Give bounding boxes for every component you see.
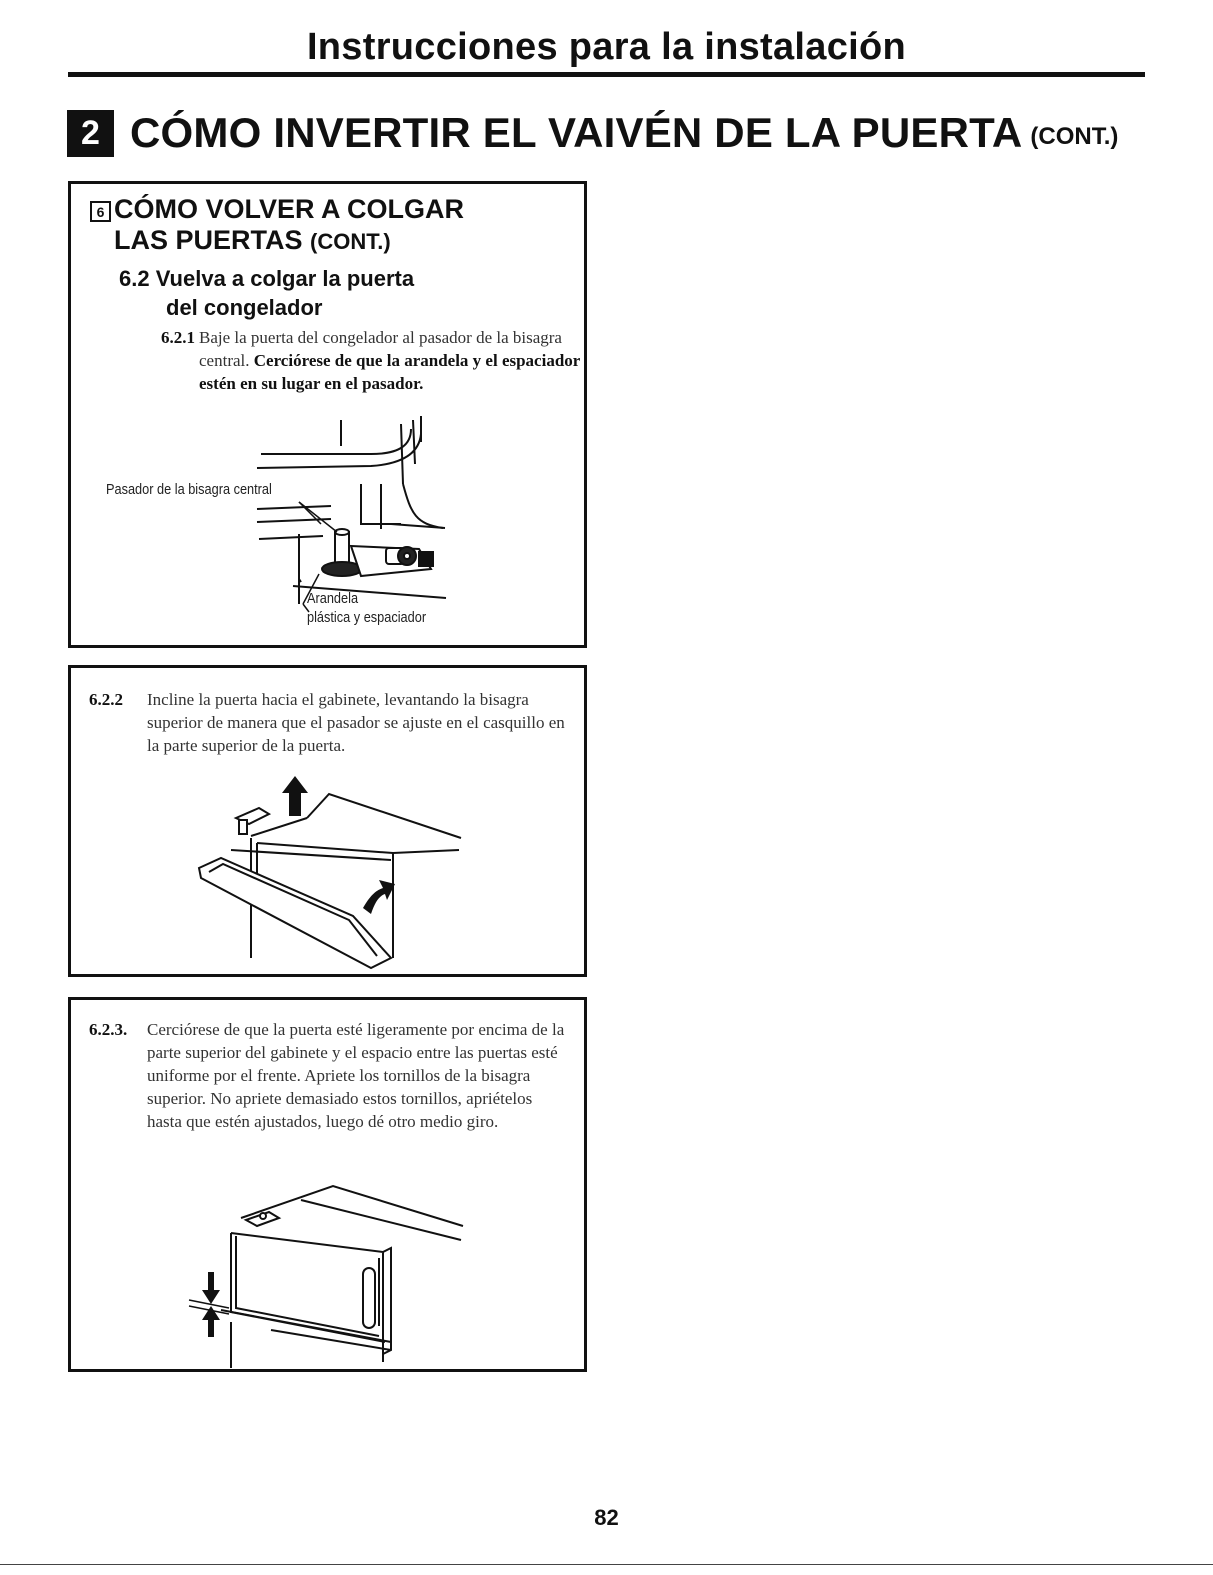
hinge-pin-illustration	[71, 184, 584, 645]
instruction-text: Cerciórese de que la puerta esté ligeramente por encima de la parte superior del gabinete y el espacio entre las puertas esté uniforme por el frente. Apriete los tornillos de la bisagra superior. No apriete demasiado estos tornillos, apriételos hasta que estén ajustados, luego dé otro medio giro.	[147, 1020, 565, 1131]
header-rule	[68, 72, 1145, 77]
instruction-number: 6.2.3.	[89, 1020, 128, 1039]
page-header-title: Instrucciones para la instalación	[306, 26, 907, 68]
instruction-text: Baje la puerta del congelador al pasador de la bisagra central.	[199, 328, 562, 370]
footer-rule	[0, 1564, 1213, 1565]
step-number-box: 6	[90, 201, 111, 222]
label-washer-spacer: plástica y espaciador	[307, 609, 427, 626]
step-6-2-2-panel	[68, 665, 587, 977]
sub-step-title: 6.2 Vuelva a colgar la puerta	[119, 266, 415, 291]
instruction-bold-text: Cerciórese de que la arandela y el espaciador estén en su lugar en el pasador.	[199, 351, 581, 393]
section-heading	[67, 108, 1118, 158]
page-number: 82	[594, 1505, 619, 1530]
door-alignment-illustration	[71, 1000, 584, 1369]
sub-step-title-line2: del congelador	[166, 295, 323, 320]
section-title: CÓMO INVERTIR EL VAIVÉN DE LA PUERTA	[130, 109, 1023, 156]
step-6-2-1-panel	[68, 181, 587, 648]
label-washer: Arandela	[307, 590, 359, 607]
instruction-text: Incline la puerta hacia el gabinete, levantando la bisagra superior de manera que el pasador se ajuste en el casquillo en la parte superior de la puerta.	[147, 690, 565, 755]
label-center-hinge-pin: Pasador de la bisagra central	[106, 481, 272, 498]
step-title-text: LAS PUERTAS	[114, 225, 303, 255]
instruction-number: 6.2.1	[161, 328, 195, 347]
step-title-cont: (CONT.)	[310, 229, 391, 254]
section-cont-label: (CONT.)	[1030, 123, 1119, 150]
tilt-door-illustration	[71, 668, 584, 974]
step-6-2-3-panel	[68, 997, 587, 1372]
instruction-number: 6.2.2	[89, 690, 123, 709]
step-title: CÓMO VOLVER A COLGAR	[114, 194, 464, 224]
section-number-badge: 2	[67, 110, 114, 157]
